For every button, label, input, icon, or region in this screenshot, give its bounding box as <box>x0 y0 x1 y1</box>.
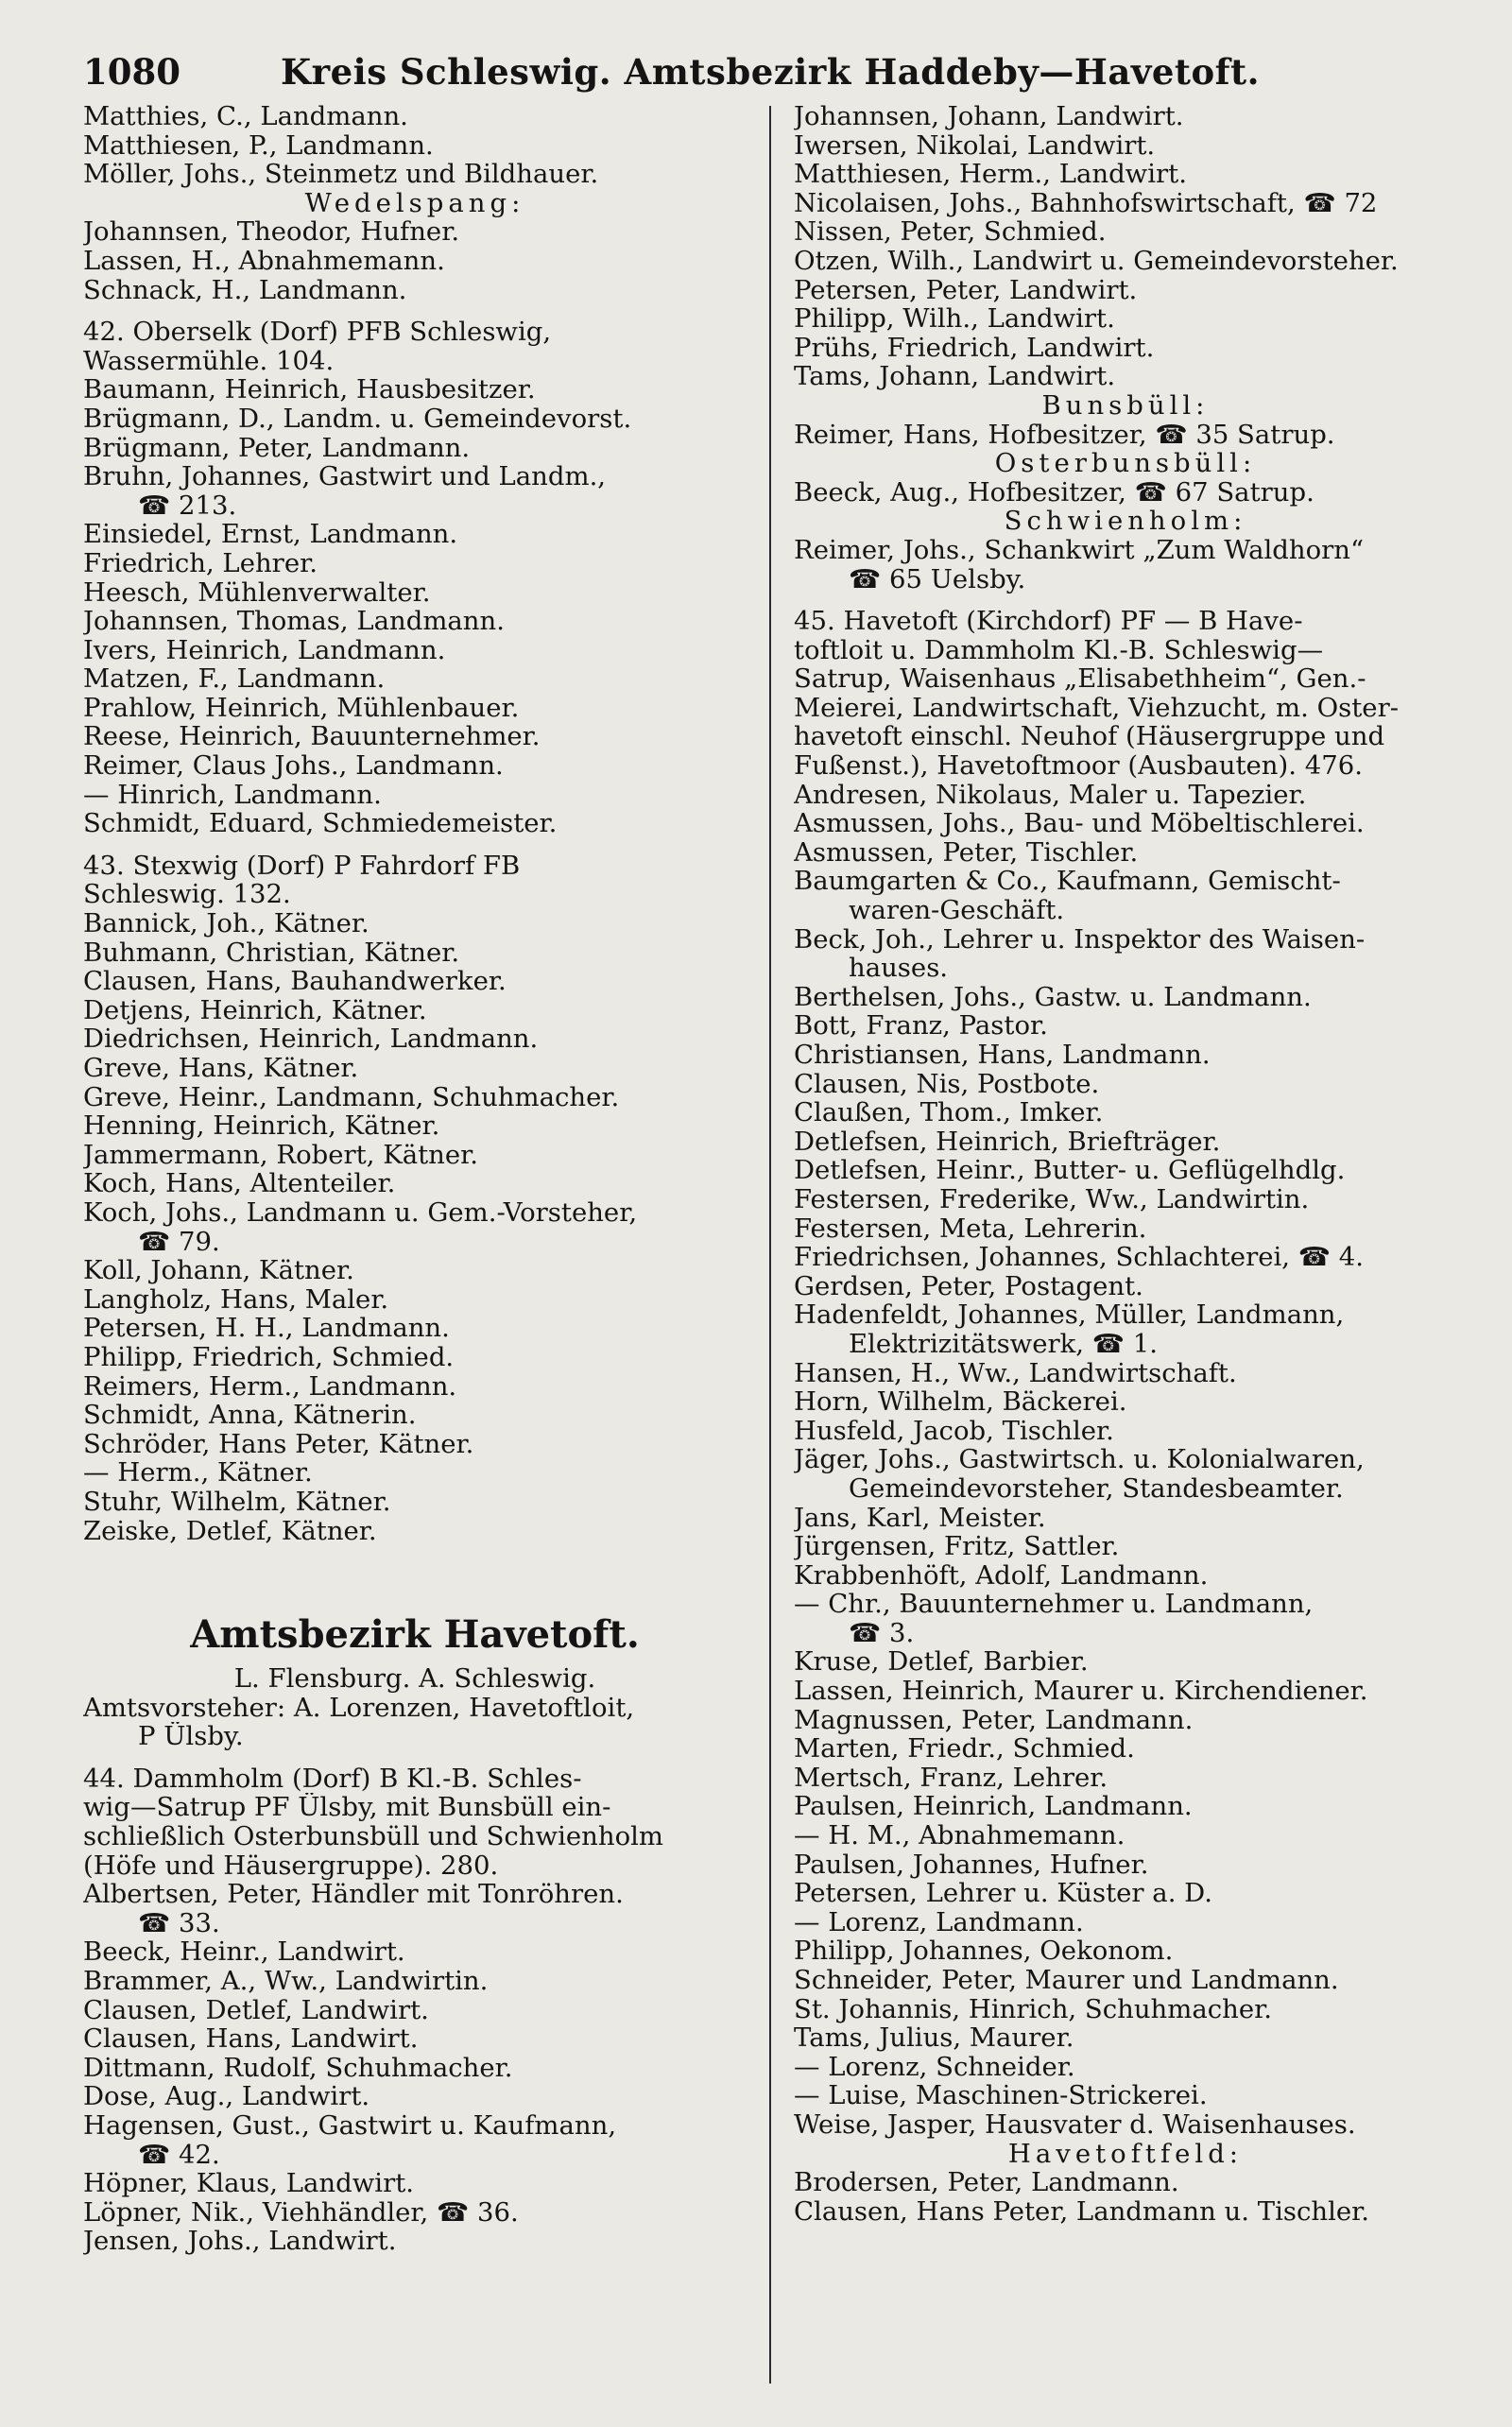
directory-entry: Buhmann, Christian, Kätner. <box>83 938 460 968</box>
directory-entry: Stuhr, Wilhelm, Kätner. <box>83 1487 391 1517</box>
directory-entry: Hagensen, Gust., Gastwirt u. Kaufmann, <box>83 2111 617 2141</box>
directory-entry: Philipp, Friedrich, Schmied. <box>83 1342 455 1372</box>
directory-entry: Tams, Johann, Landwirt. <box>793 362 1116 391</box>
locality-heading: Schwienholm: <box>1004 507 1247 536</box>
entry-continuation: ☎ 65 Uelsby. <box>848 564 1026 594</box>
directory-entry: Bruhn, Johannes, Gastwirt und Landm., <box>83 462 607 491</box>
directory-entry: Tams, Julius, Maurer. <box>793 2023 1074 2053</box>
directory-entry: Kruse, Detlef, Barbier. <box>793 1647 1089 1678</box>
directory-entry: Wassermühle. 104. <box>83 346 335 376</box>
directory-entry: Matthiesen, P., Landmann. <box>83 130 434 161</box>
right-column <box>771 102 1457 2399</box>
directory-entry: Meierei, Landwirtschaft, Viehzucht, m. Oster- <box>793 693 1400 723</box>
directory-entry: Festersen, Meta, Lehrerin. <box>793 1214 1147 1244</box>
directory-entry: Hansen, H., Ww., Landwirtschaft. <box>793 1358 1237 1388</box>
directory-entry: Schleswig. 132. <box>83 880 291 910</box>
directory-entry: Einsiedel, Ernst, Landmann. <box>83 520 458 549</box>
directory-entry: Baumgarten & Co., Kaufmann, Gemischt- <box>793 867 1341 897</box>
directory-entry: Prahlow, Heinrich, Mühlenbauer. <box>83 693 520 723</box>
entry-continuation: ☎ 213. <box>138 491 237 521</box>
directory-entry: Bannick, Joh., Kätner. <box>83 909 369 938</box>
directory-entry: Weise, Jasper, Hausvater d. Waisenhauses. <box>793 2109 1356 2140</box>
directory-entry: Matzen, F., Landmann. <box>83 664 386 694</box>
directory-entry: Lassen, Heinrich, Maurer u. Kirchendiener. <box>793 1677 1368 1706</box>
place-heading: 42. Oberselk (Dorf) PFB Schleswig, <box>83 318 552 347</box>
directory-entry: Brammer, A., Ww., Landwirtin. <box>83 1967 489 1996</box>
directory-entry: Prühs, Friedrich, Landwirt. <box>793 333 1155 363</box>
directory-entry: Detlefsen, Heinr., Butter- u. Geflügelhdlg. <box>793 1156 1346 1185</box>
directory-entry: Dittmann, Rudolf, Schuhmacher. <box>83 2053 513 2083</box>
directory-entry: Albertsen, Peter, Händler mit Tonröhren. <box>83 1880 624 1909</box>
directory-entry: Langholz, Hans, Maler. <box>83 1284 389 1315</box>
directory-entry: Festersen, Frederike, Ww., Landwirtin. <box>793 1184 1310 1214</box>
directory-entry: Koch, Hans, Altenteiler. <box>83 1169 396 1198</box>
directory-entry: Jürgensen, Fritz, Sattler. <box>793 1532 1120 1561</box>
entry-continuation: Elektrizitätswerk, ☎ 1. <box>848 1329 1159 1359</box>
directory-entry: St. Johannis, Hinrich, Schuhmacher. <box>793 1994 1272 2024</box>
directory-entry: Fußenst.), Havetoftmoor (Ausbauten). 476. <box>793 751 1363 781</box>
directory-entry: Jensen, Johs., Landwirt. <box>83 2227 397 2256</box>
directory-entry: Horn, Wilhelm, Bäckerei. <box>793 1387 1127 1417</box>
directory-entry: Andresen, Nikolaus, Maler u. Tapezier. <box>793 780 1307 810</box>
locality-heading: Bunsbüll: <box>1041 390 1210 421</box>
directory-entry: Satrup, Waisenhaus „Elisabethheim“, Gen.- <box>793 664 1366 694</box>
directory-entry: Petersen, Lehrer u. Küster a. D. <box>793 1879 1212 1908</box>
directory-entry: Höpner, Klaus, Landwirt. <box>83 2169 415 2198</box>
directory-entry: Schneider, Peter, Maurer und Landmann. <box>793 1966 1339 1995</box>
two-column-body <box>83 102 1457 2399</box>
directory-entry: Reimer, Hans, Hofbesitzer, ☎ 35 Satrup. <box>793 420 1335 450</box>
directory-entry: Brügmann, D., Landm. u. Gemeindevorst. <box>83 404 632 434</box>
directory-entry: Berthelsen, Johs., Gastw. u. Landmann. <box>793 982 1312 1012</box>
district-title: Amtsbezirk Havetoft. <box>190 1613 640 1658</box>
directory-entry: Clausen, Nis, Postbote. <box>793 1069 1100 1099</box>
directory-entry: Hadenfeldt, Johannes, Müller, Landmann, <box>793 1300 1345 1330</box>
running-title: Kreis Schleswig. Amtsbezirk Haddeby—Havetoft. <box>280 51 1261 93</box>
directory-entry: wig—Satrup PF Ülsby, mit Bunsbüll ein- <box>83 1793 611 1823</box>
locality-heading: Osterbunsbüll: <box>994 449 1257 478</box>
locality-heading: Wedelspang: <box>304 188 525 218</box>
directory-entry: Clausen, Hans, Bauhandwerker. <box>83 967 507 996</box>
directory-entry: Schröder, Hans Peter, Kätner. <box>83 1429 474 1459</box>
directory-entry: Reimer, Johs., Schankwirt „Zum Waldhorn“ <box>793 535 1365 565</box>
directory-entry: Gerdsen, Peter, Postagent. <box>793 1271 1143 1301</box>
directory-entry: Zeiske, Detlef, Kätner. <box>83 1516 377 1546</box>
left-column <box>83 102 769 2399</box>
directory-entry: Mertsch, Franz, Lehrer. <box>793 1763 1108 1793</box>
directory-entry: Reimers, Herm., Landmann. <box>83 1371 457 1402</box>
directory-entry: Lassen, H., Abnahmemann. <box>83 246 445 276</box>
directory-entry: Asmussen, Peter, Tischler. <box>793 837 1139 868</box>
directory-entry: Friedrich, Lehrer. <box>83 548 318 578</box>
directory-entry: Krabbenhöft, Adolf, Landmann. <box>793 1560 1209 1591</box>
directory-entry: Jammermann, Robert, Kätner. <box>83 1140 479 1170</box>
place-heading: 45. Havetoft (Kirchdorf) PF — B Have- <box>793 607 1303 636</box>
directory-entry: Möller, Johs., Steinmetz und Bildhauer. <box>83 160 599 189</box>
directory-entry: Reese, Heinrich, Bauunternehmer. <box>83 722 541 752</box>
directory-entry: Diedrichsen, Heinrich, Landmann. <box>83 1024 539 1054</box>
directory-entry: Asmussen, Johs., Bau- und Möbeltischlerei. <box>793 809 1365 838</box>
place-heading: 43. Stexwig (Dorf) P Fahrdorf FB <box>83 851 521 881</box>
entry-continuation: Gemeindevorsteher, Standesbeamter. <box>848 1473 1344 1504</box>
directory-entry: Heesch, Mühlenverwalter. <box>83 577 431 608</box>
directory-entry: schließlich Osterbunsbüll und Schwienholm <box>83 1822 663 1851</box>
directory-entry: Philipp, Johannes, Oekonom. <box>793 1936 1174 1966</box>
directory-entry: Koch, Johs., Landmann u. Gem.-Vorsteher, <box>83 1197 638 1228</box>
directory-entry: Brodersen, Peter, Landmann. <box>793 2168 1179 2197</box>
directory-entry: — Lorenz, Schneider. <box>793 2052 1075 2082</box>
directory-entry: — Lorenz, Landmann. <box>793 1907 1084 1937</box>
entry-continuation: waren-Geschäft. <box>848 896 1065 925</box>
directory-entry: Greve, Hans, Kätner. <box>83 1054 359 1083</box>
directory-entry: Husfeld, Jacob, Tischler. <box>793 1416 1114 1446</box>
directory-entry: Detlefsen, Heinrich, Briefträger. <box>793 1127 1221 1157</box>
directory-entry: Otzen, Wilh., Landwirt u. Gemeindevorsteher. <box>793 246 1399 276</box>
directory-entry: Friedrichsen, Johannes, Schlachterei, ☎ 4. <box>793 1243 1365 1272</box>
directory-entry: Baumann, Heinrich, Hausbesitzer. <box>83 375 536 404</box>
directory-entry: Matthies, C., Landmann. <box>83 102 408 131</box>
directory-entry: Petersen, Peter, Landwirt. <box>793 275 1138 305</box>
entry-continuation: hauses. <box>848 954 949 983</box>
directory-entry: Schmidt, Eduard, Schmiedemeister. <box>83 809 558 838</box>
directory-entry: Henning, Heinrich, Kätner. <box>83 1111 440 1141</box>
directory-entry: — Herm., Kätner. <box>83 1458 313 1488</box>
directory-entry: Philipp, Wilh., Landwirt. <box>793 304 1115 334</box>
directory-entry: Magnussen, Peter, Landmann. <box>793 1705 1194 1735</box>
directory-entry: Brügmann, Peter, Landmann. <box>83 433 471 463</box>
directory-entry: Beck, Joh., Lehrer u. Inspektor des Waisen- <box>793 924 1366 955</box>
directory-entry: Paulsen, Heinrich, Landmann. <box>793 1792 1193 1822</box>
directory-entry: Petersen, H. H., Landmann. <box>83 1314 450 1343</box>
place-heading: 44. Dammholm (Dorf) B Kl.-B. Schles- <box>83 1764 582 1794</box>
directory-entry: Johannsen, Thomas, Landmann. <box>83 607 505 636</box>
directory-entry: Johannsen, Johann, Landwirt. <box>793 102 1184 131</box>
directory-entry: Clausen, Hans, Landwirt. <box>83 2024 419 2054</box>
district-subtitle: L. Flensburg. A. Schleswig. <box>233 1664 596 1694</box>
directory-entry: Bott, Franz, Pastor. <box>793 1011 1048 1041</box>
entry-continuation: ☎ 33. <box>138 1908 220 1938</box>
directory-entry: — Luise, Maschinen-Strickerei. <box>793 2081 1208 2110</box>
directory-entry: Schmidt, Anna, Kätnerin. <box>83 1401 417 1430</box>
directory-entry: (Höfe und Häusergruppe). 280. <box>83 1850 499 1881</box>
directory-entry: Schnack, H., Landmann. <box>83 275 407 305</box>
directory-entry: Paulsen, Johannes, Hufner. <box>793 1850 1149 1880</box>
directory-entry: Nicolaisen, Johs., Bahnhofswirtschaft, ☎ 72 <box>793 188 1378 218</box>
directory-entry: Dose, Aug., Landwirt. <box>83 2082 370 2111</box>
directory-entry: Jäger, Johs., Gastwirtsch. u. Kolonialwaren, <box>793 1445 1365 1474</box>
directory-entry: Claußen, Thom., Imker. <box>793 1098 1104 1127</box>
directory-entry: Clausen, Hans Peter, Landmann u. Tischler. <box>793 2196 1370 2227</box>
directory-entry: Detjens, Heinrich, Kätner. <box>83 995 427 1025</box>
directory-entry: — Chr., Bauunternehmer u. Landmann, <box>793 1590 1314 1619</box>
page-header <box>83 45 1457 102</box>
directory-entry: Christiansen, Hans, Landmann. <box>793 1041 1211 1070</box>
entry-continuation: ☎ 42. <box>138 2140 220 2170</box>
directory-entry: Löpner, Nik., Viehhändler, ☎ 36. <box>83 2197 519 2228</box>
directory-entry: Clausen, Detlef, Landwirt. <box>83 1995 429 2025</box>
directory-entry: havetoft einschl. Neuhof (Häusergruppe und <box>793 722 1385 752</box>
directory-entry: — H. M., Abnahmemann. <box>793 1821 1125 1850</box>
directory-entry: Ivers, Heinrich, Landmann. <box>83 635 446 665</box>
locality-heading: Havetoftfeld: <box>1007 2139 1244 2169</box>
directory-entry: toftloit u. Dammholm Kl.-B. Schleswig— <box>793 635 1324 665</box>
directory-entry: Koll, Johann, Kätner. <box>83 1256 354 1285</box>
directory-entry: Reimer, Claus Johs., Landmann. <box>83 751 504 781</box>
directory-entry: Beeck, Heinr., Landwirt. <box>83 1937 405 1968</box>
entry-continuation: P Ülsby. <box>138 1722 244 1751</box>
entry-continuation: ☎ 3. <box>848 1618 915 1648</box>
directory-entry: Nissen, Peter, Schmied. <box>793 217 1107 247</box>
directory-entry: Beeck, Aug., Hofbesitzer, ☎ 67 Satrup. <box>793 477 1314 508</box>
page-number: 1080 <box>83 51 180 93</box>
entry-continuation: ☎ 79. <box>138 1227 220 1257</box>
directory-entry: Amtsvorsteher: A. Lorenzen, Havetoftloit, <box>83 1693 635 1723</box>
directory-entry: Marten, Friedr., Schmied. <box>793 1734 1135 1764</box>
directory-entry: — Hinrich, Landmann. <box>83 780 382 810</box>
directory-entry: Johannsen, Theodor, Hufner. <box>83 217 460 247</box>
directory-entry: Matthiesen, Herm., Landwirt. <box>793 160 1187 189</box>
directory-entry: Greve, Heinr., Landmann, Schuhmacher. <box>83 1082 620 1112</box>
directory-entry: Jans, Karl, Meister. <box>793 1503 1046 1533</box>
directory-entry: Iwersen, Nikolai, Landwirt. <box>793 130 1156 161</box>
